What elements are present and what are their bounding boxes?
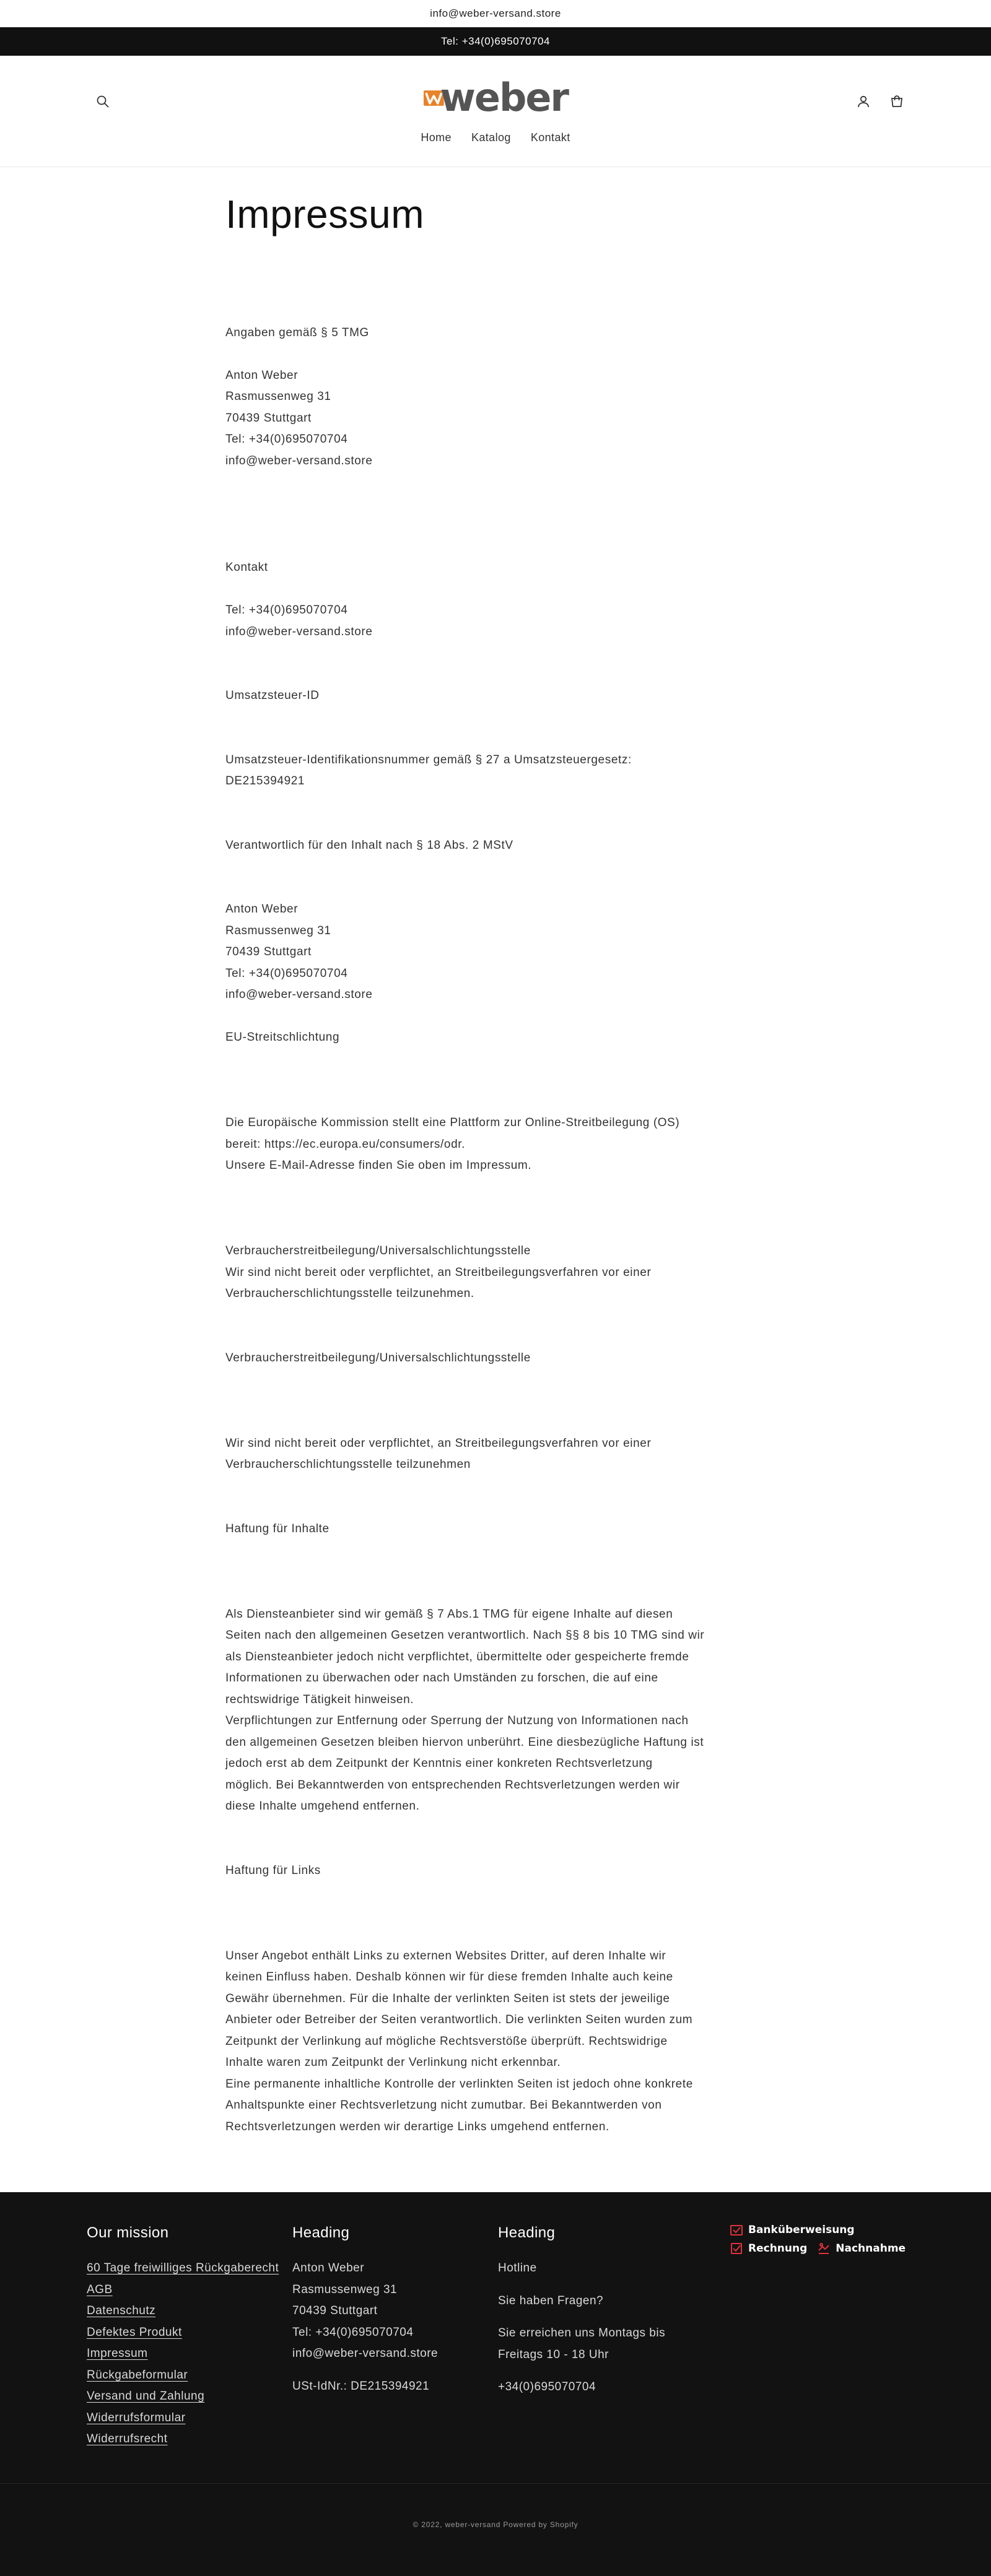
line-spacer (225, 1390, 740, 1412)
line-spacer (225, 1924, 740, 1946)
line-spacer (225, 1369, 740, 1390)
bank-transfer-icon (730, 2223, 743, 2237)
site-header (0, 56, 991, 167)
impressum-line: keinen Einfluss haben. Deshalb können wir für diese fremden Inhalte auch keine (225, 1971, 673, 1984)
line-spacer (225, 1540, 740, 1561)
impressum-line: Seiten nach den allgemeinen Gesetzen verantwortlich. Nach §§ 8 bis 10 TMG sind wir (225, 1629, 705, 1642)
impressum-line: Unser Angebot enthält Links zu externen Websites Dritter, auf deren Inhalte wir (225, 1949, 666, 1962)
payment-bank-label: Banküberweisung (748, 2224, 855, 2237)
line-spacer (225, 514, 740, 536)
impressum-line: Die Europäische Kommission stellt eine Plattform zur Online-Streitbeilegung (OS) (225, 1116, 680, 1130)
footer-divider (0, 2483, 991, 2484)
impressum-line: Verbraucherstreitbeilegung/Universalschlichtungsstelle (225, 1351, 531, 1364)
footer-address-street: Rasmussenweg 31 (292, 2283, 398, 2296)
logo-text: weber (440, 75, 568, 120)
line-spacer (225, 1070, 740, 1091)
impressum-line: EU-Streitschlichtung (225, 1031, 340, 1044)
search-icon (95, 94, 110, 109)
line-spacer (225, 579, 740, 601)
line-spacer (225, 1561, 740, 1583)
footer-col-mission (87, 2224, 279, 2450)
impressum-line: 70439 Stuttgart (225, 945, 312, 959)
footer-address-email: info@weber-versand.store (292, 2347, 439, 2361)
page-title: Impressum (225, 192, 424, 236)
impressum-line: den allgemeinen Gesetzen bleiben hiervon unberührt. Eine diesbezügliche Haftung ist (225, 1735, 704, 1749)
impressum-line: Tel: +34(0)695070704 (225, 604, 348, 617)
impressum-line: info@weber-versand.store (225, 625, 373, 638)
nav-katalog[interactable]: Katalog (471, 131, 511, 144)
line-spacer (225, 1582, 740, 1604)
payment-cod-label: Nachnahme (836, 2242, 906, 2255)
impressum-line: info@weber-versand.store (225, 454, 373, 467)
footer-link-impressum[interactable]: Impressum (87, 2347, 148, 2361)
footer-address-name: Anton Weber (292, 2262, 365, 2275)
line-spacer (225, 1198, 740, 1220)
impressum-text (225, 238, 740, 2193)
impressum-line: Verbraucherschlichtungsstelle teilzunehmen. (225, 1287, 474, 1301)
line-spacer (225, 1412, 740, 1433)
line-spacer (225, 1497, 740, 1519)
line-spacer (225, 1006, 740, 1028)
invoice-icon (730, 2242, 743, 2255)
line-spacer (225, 856, 740, 878)
cart-button[interactable] (886, 90, 908, 113)
impressum-line: Verantwortlich für den Inhalt nach § 18 Abs. 2 MStV (225, 838, 513, 852)
impressum-line: Wir sind nicht bereit oder verpflichtet, an Streitbeilegungsverfahren vor einer (225, 1436, 652, 1450)
footer-question: Sie haben Fragen? (498, 2294, 604, 2307)
payment-methods (730, 2221, 906, 2258)
line-spacer (225, 1305, 740, 1327)
impressum-line: Tel: +34(0)695070704 (225, 433, 348, 446)
impressum-line: Umsatzsteuer-ID (225, 689, 320, 703)
impressum-line: bereit: https://ec.europa.eu/consumers/odr. (225, 1137, 466, 1151)
impressum-line: Anhaltspunkte einer Rechtsverletzung nicht zumutbar. Bei Bekanntwerden von (225, 2099, 662, 2112)
impressum-line: Anton Weber (225, 903, 299, 916)
footer-hotline-phone: +34(0)695070704 (498, 2380, 596, 2394)
line-spacer (225, 536, 740, 558)
footer-link-agb[interactable]: AGB (87, 2283, 113, 2296)
footer-heading-mission: Our mission (87, 2224, 169, 2242)
account-icon (856, 94, 871, 109)
impressum-line: Informationen zu überwachen oder nach Umständen zu forschen, die auf eine (225, 1672, 658, 1685)
impressum-line: möglich. Bei Bekanntwerden von entsprechenden Rechtsverletzungen werden wir (225, 1778, 680, 1792)
footer-col-address (292, 2224, 438, 2397)
line-spacer (225, 1326, 740, 1348)
line-spacer (225, 1839, 740, 1860)
impressum-line: jedoch erst ab dem Zeitpunkt der Kenntnis einer konkreten Rechtsverletzung (225, 1757, 653, 1771)
payment-invoice-label: Rechnung (748, 2242, 808, 2255)
footer-link-defektes-produkt[interactable]: Defektes Produkt (87, 2325, 182, 2339)
footer-link-rueckgabeformular[interactable]: Rückgabeformular (87, 2368, 188, 2382)
line-spacer (225, 878, 740, 900)
impressum-line: Wir sind nicht bereit oder verpflichtet, an Streitbeilegungsverfahren vor einer (225, 1265, 652, 1279)
impressum-line: Unsere E-Mail-Adresse finden Sie oben im Impressum. (225, 1159, 532, 1173)
account-button[interactable] (852, 90, 875, 113)
impressum-line: als Diensteanbieter jedoch nicht verpflichtet, übermittelte oder gespeicherte fremde (225, 1650, 689, 1663)
copyright: © 2022, weber-versand Powered by Shopify (413, 2520, 578, 2530)
line-spacer (225, 344, 740, 365)
nav-kontakt[interactable]: Kontakt (530, 131, 570, 144)
line-spacer (225, 813, 740, 835)
impressum-line: Verbraucherschlichtungsstelle teilzunehmen (225, 1458, 471, 1472)
main-nav (0, 126, 991, 149)
line-spacer (225, 493, 740, 515)
site-logo[interactable] (423, 73, 568, 123)
line-spacer (225, 1818, 740, 1839)
impressum-line: 70439 Stuttgart (225, 411, 312, 425)
impressum-line: Kontakt (225, 561, 268, 575)
footer-heading-address: Heading (292, 2224, 350, 2242)
impressum-line: Umsatzsteuer-Identifikationsnummer gemäß § 27 a Umsatzsteuergesetz: (225, 753, 632, 766)
footer-link-widerrufsrecht[interactable]: Widerrufsrecht (87, 2432, 168, 2446)
search-button[interactable] (92, 90, 114, 113)
line-spacer (225, 1220, 740, 1241)
impressum-line: Verpflichtungen zur Entfernung oder Sperrung der Nutzung von Informationen nach (225, 1714, 689, 1728)
impressum-line: Tel: +34(0)695070704 (225, 966, 348, 980)
announcement-email: info@weber-versand.store (0, 0, 991, 27)
footer-address-phone: Tel: +34(0)695070704 (292, 2325, 414, 2339)
line-spacer (225, 643, 740, 664)
impressum-line: Eine permanente inhaltliche Kontrolle der verlinkten Seiten ist jedoch ohne konkrete (225, 2077, 693, 2091)
footer-hours-1: Sie erreichen uns Montags bis (498, 2327, 666, 2340)
line-spacer (225, 1049, 740, 1070)
impressum-line: rechtswidrige Tätigkeit hinweisen. (225, 1693, 414, 1706)
impressum-line: Haftung für Links (225, 1863, 321, 1877)
footer-hotline: Hotline (498, 2262, 537, 2275)
cash-on-delivery-icon (817, 2242, 831, 2255)
footer-link-datenschutz[interactable]: Datenschutz (87, 2304, 156, 2318)
site-footer (0, 2192, 991, 2576)
line-spacer (225, 1881, 740, 1903)
impressum-line: Inhalte waren zum Zeitpunkt der Verlinkung nicht erkennbar. (225, 2056, 561, 2070)
line-spacer (225, 1903, 740, 1925)
line-spacer (225, 1476, 740, 1498)
impressum-line: diese Inhalte umgehend entfernen. (225, 1800, 420, 1813)
line-spacer (225, 792, 740, 814)
line-spacer (225, 472, 740, 493)
footer-link-rueckgaberecht[interactable]: 60 Tage freiwilliges Rückgaberecht (87, 2262, 279, 2275)
line-spacer (225, 728, 740, 750)
impressum-line: Verbraucherstreitbeilegung/Universalschlichtungsstelle (225, 1244, 531, 1258)
impressum-line: Zeitpunkt der Verlinkung auf mögliche Rechtsverstöße überprüft. Rechtswidrige (225, 2034, 668, 2048)
line-spacer (225, 664, 740, 686)
announcement-phone: Tel: +34(0)695070704 (0, 27, 991, 56)
main-content (0, 167, 991, 2192)
footer-link-versand[interactable]: Versand und Zahlung (87, 2390, 205, 2403)
line-spacer (225, 707, 740, 729)
impressum-line: Anton Weber (225, 368, 299, 382)
impressum-line: DE215394921 (225, 774, 305, 788)
footer-address-city: 70439 Stuttgart (292, 2304, 378, 2318)
footer-link-widerrufsformular[interactable]: Widerrufsformular (87, 2411, 186, 2424)
footer-heading-contact: Heading (498, 2224, 556, 2242)
impressum-line: Gewähr übernehmen. Für die Inhalte der verlinkten Seiten ist stets der jeweilige (225, 1992, 670, 2005)
nav-home[interactable]: Home (421, 131, 452, 144)
impressum-line: info@weber-versand.store (225, 988, 373, 1002)
line-spacer (225, 1177, 740, 1199)
impressum-line: Als Diensteanbieter sind wir gemäß § 7 Abs.1 TMG für eigene Inhalte auf diesen (225, 1607, 673, 1621)
line-spacer (225, 1091, 740, 1113)
footer-vat-id: USt-IdNr.: DE215394921 (292, 2379, 430, 2393)
impressum-line: Anbieter oder Betreiber der Seiten verantwortlich. Die verlinkten Seiten wurden zum (225, 2013, 693, 2027)
footer-col-contact (498, 2224, 665, 2398)
footer-hours-2: Freitags 10 - 18 Uhr (498, 2348, 609, 2361)
impressum-line: Rechtsverletzungen werden wir derartige Links umgehend entfernen. (225, 2120, 609, 2133)
impressum-line: Rasmussenweg 31 (225, 924, 331, 937)
cart-icon (889, 94, 904, 109)
impressum-line: Haftung für Inhalte (225, 1522, 330, 1535)
impressum-line: Angaben gemäß § 5 TMG (225, 326, 369, 339)
impressum-line: Rasmussenweg 31 (225, 390, 331, 404)
